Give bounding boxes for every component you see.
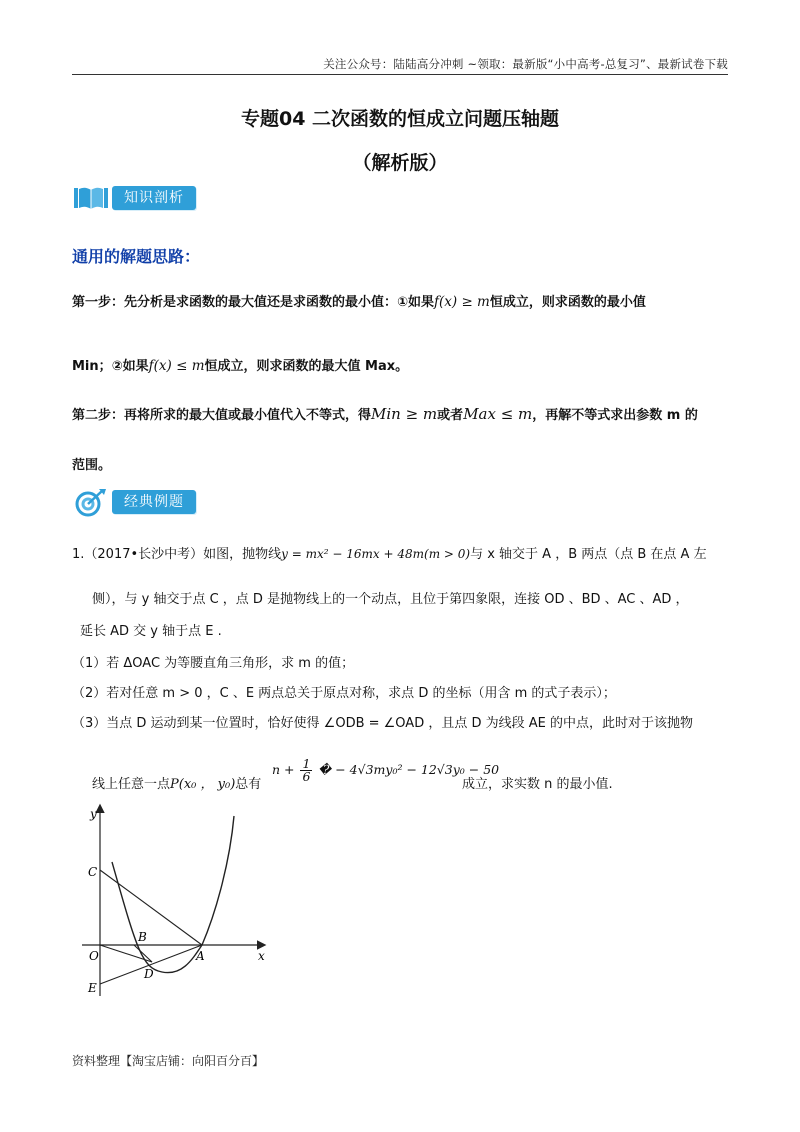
knowledge-banner-label: 知识剖析 [112,186,196,210]
segment-ac [100,870,202,945]
q3-text-b: 总有 [235,777,262,792]
examples-banner-label: 经典例题 [112,490,196,514]
inequality-rhs: � − 4√3my₀² − 12√3y₀ − 50 [318,762,500,777]
header-divider [72,74,728,75]
step1-formula-1: f(x) ≥ m [434,294,490,310]
fraction-numerator: 1 [302,756,311,771]
step2-line2: 范围。 [72,458,112,473]
step1-text-d: 恒成立，则求函数的最大值 Max。 [204,359,409,374]
page-subtitle: （解析版） [352,152,448,174]
step1-formula-2: f(x) ≤ m [148,358,205,374]
step1-line1 [72,292,646,313]
step2-text-a: 第二步：再将所求的最大值或最小值代入不等式，得 [72,408,372,423]
label-d: D [144,967,154,981]
step2-text-c: ，再解不等式求出参数 m 的 [532,408,698,423]
problem-parabola-formula: y = mx² − 16mx + 48m(m > 0) [281,547,471,561]
problem-text-1a: 1.（2017•长沙中考）如图，抛物线 [72,547,282,562]
fraction [300,758,312,783]
step1-line2 [72,356,408,377]
step2-text-b: 或者 [437,408,464,423]
segment-od [100,945,152,962]
question-1: （1）若 ΔOAC 为等腰直角三角形，求 m 的值； [72,656,355,671]
footer-note: 资料整理【淘宝店铺：向阳百分百】 [72,1054,265,1068]
fraction-denominator: 6 [302,769,311,784]
step1-text-b: 恒成立，则求函数的最小值 [489,295,646,310]
label-e: E [88,981,97,995]
q3-text-a: 线上任意一点 [92,777,171,792]
label-y: y [90,807,97,821]
label-b: B [138,930,147,944]
book-icon [72,183,112,213]
label-c: C [88,865,98,879]
knowledge-banner [72,183,196,213]
section-heading: 通用的解题思路： [72,247,201,266]
step2-formula-2: Max ≤ m [463,405,533,423]
page-title: 专题04 二次函数的恒成立问题压轴题 [240,108,560,130]
problem-line3: 延长 AD 交 y 轴于点 E . [80,624,222,639]
problem-line2: 侧），与 y 轴交于点 C ，点 D 是抛物线上的一个动点，且位于第四象限，连接 OD 、BD 、AC 、AD ， [92,592,689,607]
step2-formula-1: Min ≥ m [371,405,438,423]
examples-banner [72,487,196,517]
question-3: （3）当点 D 运动到某一位置时，恰好使得 ∠ODB = ∠OAD ，且点 D 为线段 AE 的中点，此时对于该抛物 [72,716,693,731]
step2-line1 [72,404,698,426]
label-a: A [196,949,205,963]
problem-text-1b: 与 x 轴交于 A ，B 两点（点 B 在点 A 左 [470,547,707,562]
point-p: P(x₀ ， y₀) [170,777,236,792]
step1-text-a: 第一步：先分析是求函数的最大值还是求函数的最小值：①如果 [72,295,435,310]
label-x: x [258,949,265,963]
q3-text-c: 成立，求实数 n 的最小值. [462,777,613,792]
target-arrow-icon [72,487,112,517]
inequality-lhs: n + [272,762,295,777]
parabola-curve [112,816,234,973]
problem-line1 [72,544,707,565]
parabola-figure [82,800,272,1004]
question-2: （2）若对任意 m > 0 ，C 、E 两点总关于原点对称，求点 D 的坐标（用含 m 的式子表示）； [72,686,616,701]
header-note: 关注公众号：陆陆高分冲刺 ~领取：最新版“小中高考-总复习”、最新试卷下载 [323,57,728,71]
question-3-line2 [92,775,261,795]
step1-text-c: Min；②如果 [72,359,149,374]
label-o: O [89,949,99,963]
